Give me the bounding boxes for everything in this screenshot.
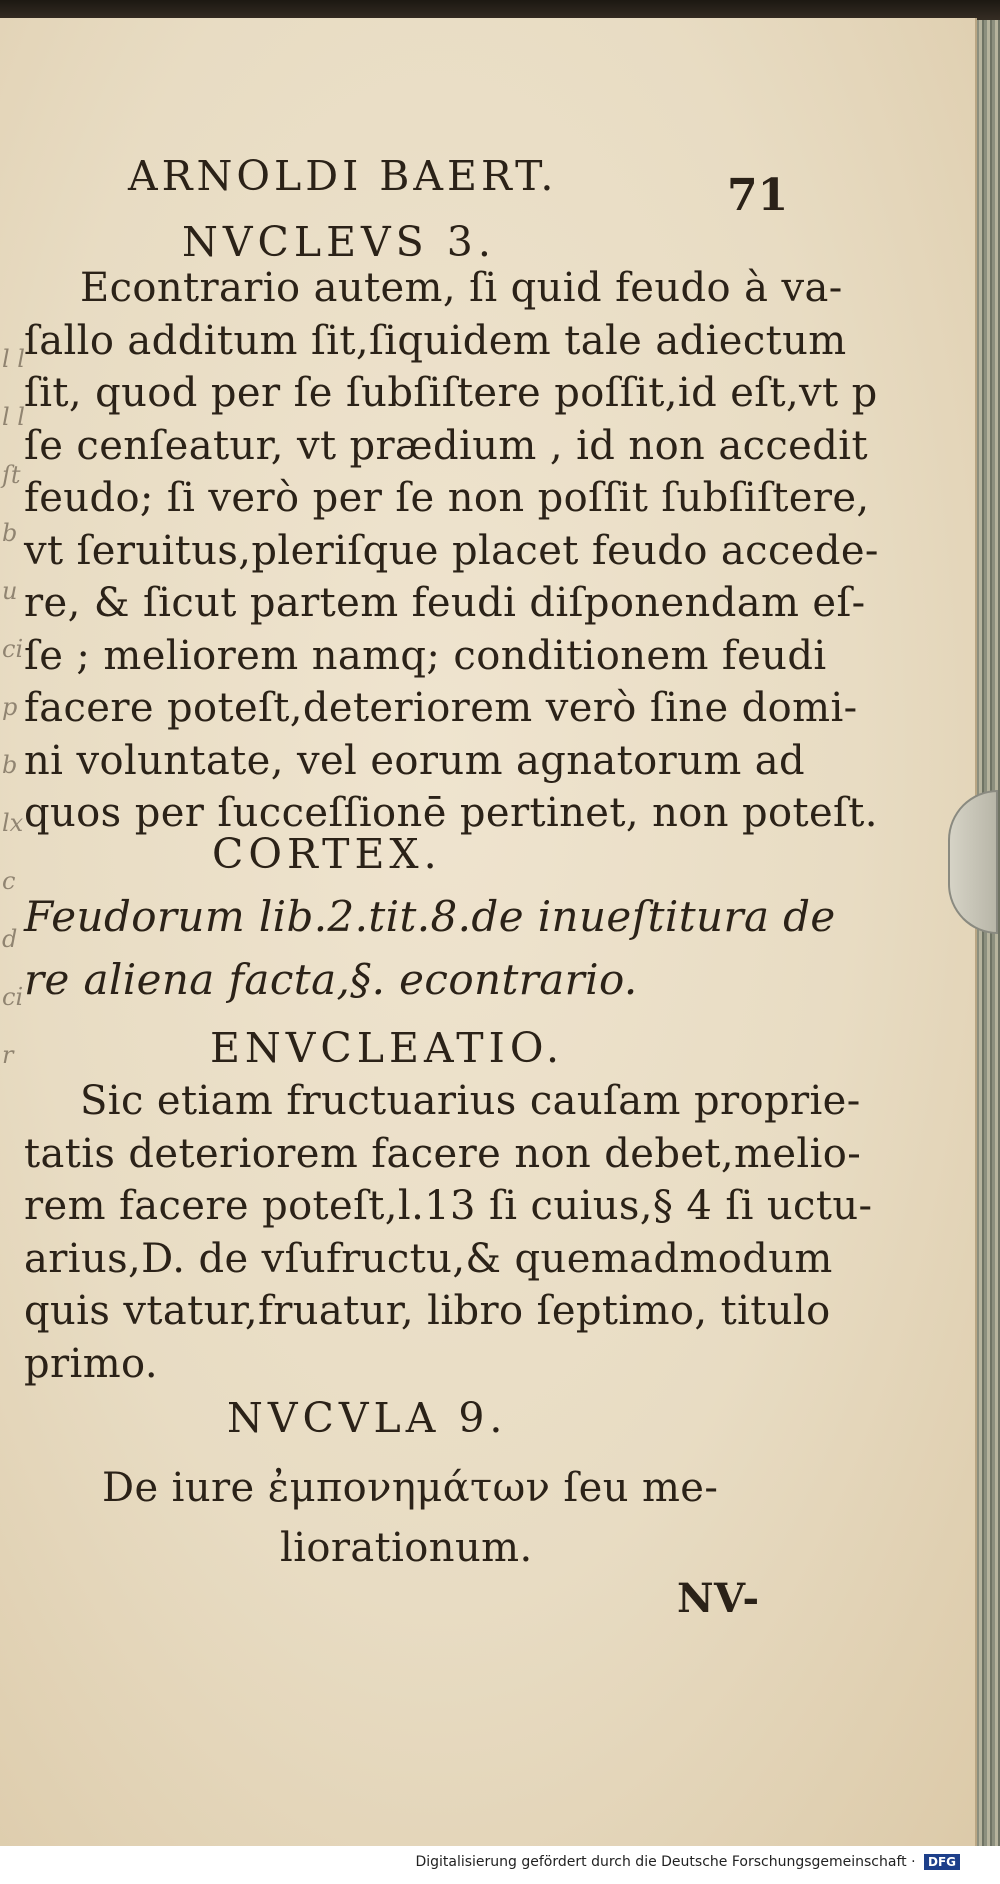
catchword: NV- [677,1575,760,1622]
text-line: ſit, quod per ſe ſubſiſtere poſſit,id eſt,vt p [24,370,878,416]
footer-credit-text: Digitalisierung gefördert durch die Deutsche Forschungsgemeinschaft · [415,1854,916,1870]
citation-line: re aliena facta,§. econtrario. [24,955,638,1004]
footer-credit [415,1854,960,1870]
text-line: quos per ſucceſſionē pertinet, non poteſt. [24,790,878,836]
citation-line: Feudorum lib.2.tit.8.de inueſtitura de [24,892,836,941]
text-line: feudo; ſi verò per ſe non poſſit ſubſiſtere, [24,475,870,521]
text-line: De iure ἐμπονημάτων ſeu me- [102,1465,719,1511]
running-head: ARNOLDI BAERT. [128,152,558,200]
page-number: 71 [727,170,789,221]
text-line: ſe cenſeatur, vt prædium , id non accedit [24,423,868,469]
text-line: primo. [24,1341,158,1387]
text-line: Sic etiam fructuarius cauſam proprie- [80,1078,861,1124]
facing-page-bleed: l l l l ſt b u ci p b lx c d ci r [2,345,25,1069]
text-line: quis vtatur,fruatur, libro ſeptimo, titulo [24,1288,831,1334]
text-line: vt ſeruitus,pleriſque placet feudo accede- [24,528,879,574]
section-heading-nucleus: NVCLEVS 3. [182,218,496,266]
text-line: ni voluntate, vel eorum agnatorum ad [24,738,806,784]
text-line: Econtrario autem, ſi quid feudo à va- [80,265,843,311]
text-line: arius,D. de vſufructu,& quemadmodum [24,1236,833,1282]
section-heading-nucula: NVCVLA 9. [227,1394,508,1442]
text-line: re, & ſicut partem feudi diſponendam eſ- [24,580,866,626]
text-line: facere poteſt,deteriorem verò ſine domi- [24,685,858,731]
section-heading-enucleatio: ENVCLEATIO. [210,1024,565,1072]
text-line: liorationum. [280,1525,533,1571]
text-line: ſallo additum ſit,ſiquidem tale adiectum [24,318,847,364]
text-line: ſe ; meliorem namq; conditionem feudi [24,633,827,679]
dfg-logo-icon: DFG [924,1854,960,1870]
section-heading-cortex: CORTEX. [212,830,442,878]
text-line: rem facere poteſt,l.13 ſi cuius,§ 4 ſi uctu- [24,1183,873,1229]
text-line: tatis deteriorem facere non debet,melio- [24,1131,862,1177]
